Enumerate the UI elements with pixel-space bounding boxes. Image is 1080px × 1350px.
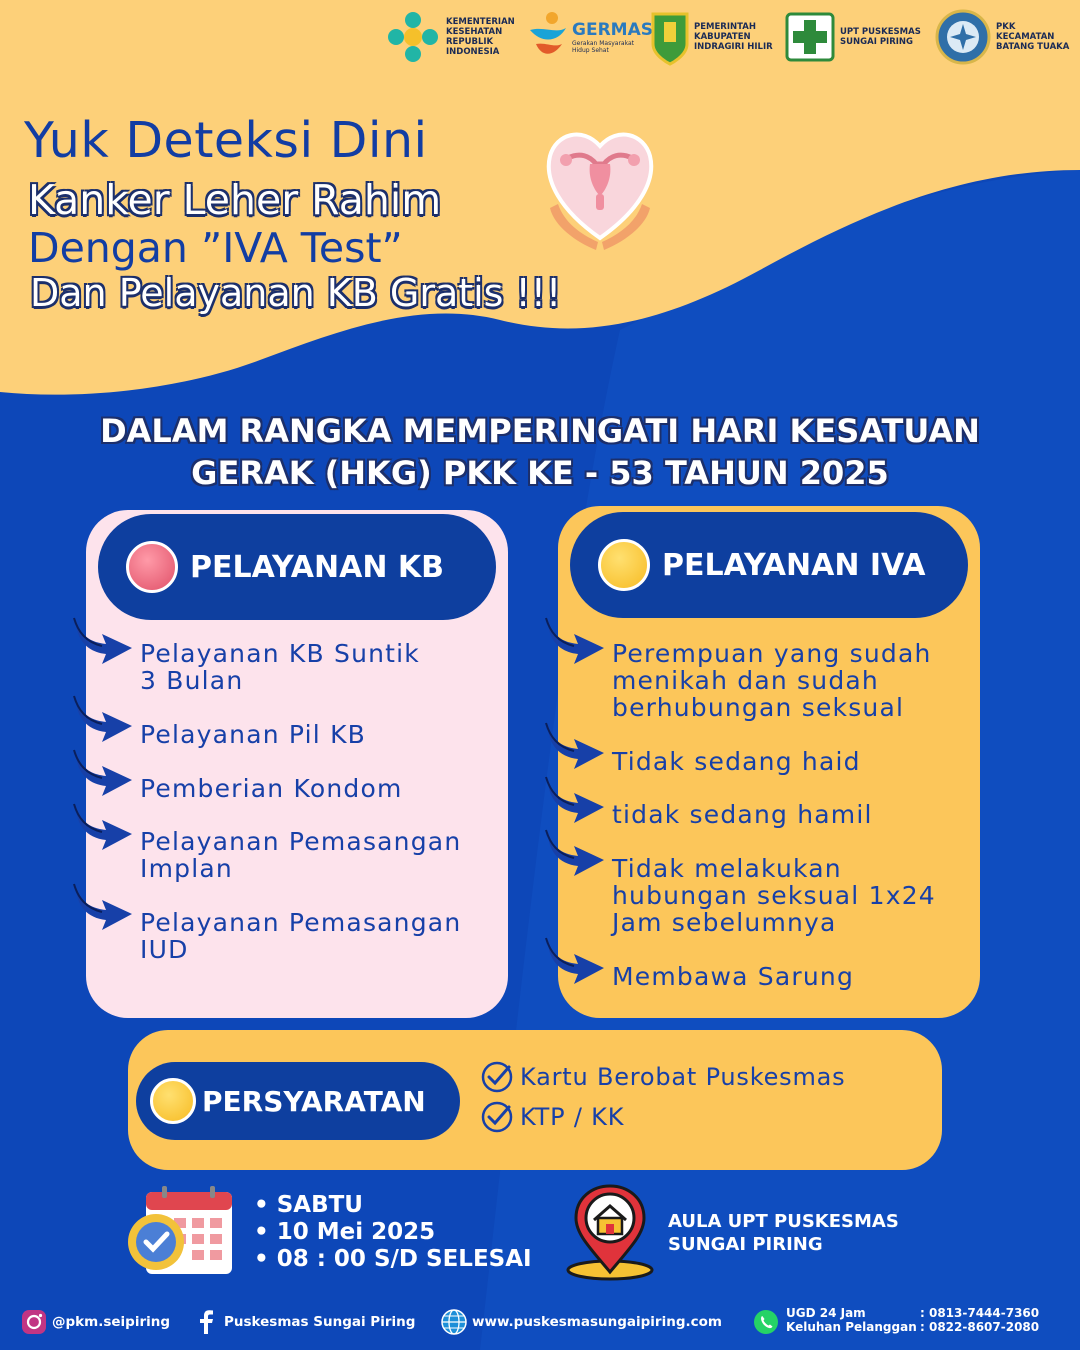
contact-number-ugd: : 0813-7444-7360 — [920, 1306, 1040, 1320]
website-link[interactable] — [440, 1308, 722, 1336]
arrow-icon — [544, 936, 606, 986]
kb-item: Pelayanan KB Suntik 3 Bulan — [140, 639, 420, 695]
contact-label-ugd: UGD 24 Jam — [786, 1306, 866, 1320]
arrow-icon — [72, 882, 134, 932]
pink-dot-icon — [126, 541, 178, 593]
pkk-emblem-icon — [934, 8, 992, 66]
title-line-4: Dan Pelayanan KB Gratis !!! — [30, 271, 562, 315]
requirement-item — [480, 1100, 624, 1134]
title-line-2: Kanker Leher Rahim — [28, 176, 442, 224]
requirements-card — [128, 1030, 942, 1170]
arrow-icon — [544, 616, 606, 666]
kb-item: Pelayanan Pemasangan IUD — [140, 908, 462, 964]
pemkab-logo: PEMERINTAH KABUPATEN INDRAGIRI HILIR — [650, 6, 773, 68]
instagram-handle: @pkm.seipiring — [52, 1314, 171, 1330]
check-circle-icon — [480, 1100, 514, 1134]
yellow-dot-icon — [150, 1078, 196, 1124]
requirement-item — [480, 1060, 845, 1094]
iva-item: Membawa Sarung — [612, 962, 855, 991]
whatsapp-icon — [752, 1308, 780, 1336]
iva-item: Perempuan yang sudah menikah dan sudah berhubungan seksual — [612, 639, 932, 722]
iva-heading-pill — [570, 512, 968, 618]
kb-heading-pill — [98, 514, 496, 620]
facebook-icon — [192, 1308, 220, 1336]
event-schedule — [254, 1192, 532, 1273]
kemenkes-logo: KEMENTERIAN KESEHATAN REPUBLIK INDONESIA — [384, 6, 515, 68]
footer — [0, 1300, 1080, 1344]
location-line-1: AULA UPT PUSKESMAS — [668, 1211, 899, 1232]
partner-logos — [380, 6, 1080, 68]
kb-item: Pemberian Kondom — [140, 774, 403, 803]
instagram-link[interactable] — [20, 1308, 170, 1336]
iva-item: Tidak sedang haid — [612, 747, 861, 776]
germas-icon — [526, 8, 570, 66]
contact-number-complaint: : 0822-8607-2080 — [920, 1320, 1040, 1334]
facebook-link[interactable] — [192, 1308, 415, 1336]
contact-labels — [786, 1306, 917, 1334]
arrow-icon — [72, 694, 134, 744]
iva-item: Tidak melakukan hubungan seksual 1x24 Jam sebelumnya — [612, 854, 936, 937]
event-day: • SABTU — [254, 1192, 363, 1218]
germas-logo: GERMAS Gerakan Masyarakat Hidup Sehat — [526, 6, 653, 68]
kb-item: Pelayanan Pemasangan Implan — [140, 827, 462, 883]
arrow-icon — [544, 721, 606, 771]
title-line-1: Yuk Deteksi Dini — [24, 112, 428, 169]
pemkab-shield-icon — [650, 8, 690, 66]
pkk-logo: PKK KECAMATAN BATANG TUAKA — [934, 6, 1069, 68]
event-date: • 10 Mei 2025 — [254, 1219, 436, 1245]
contact-numbers — [920, 1306, 1039, 1334]
arrow-icon — [544, 775, 606, 825]
puskesmas-cross-icon — [784, 8, 836, 66]
contact-label-complaint: Keluhan Pelanggan — [786, 1320, 917, 1334]
location-pin-icon — [560, 1182, 660, 1282]
event-time: • 08 : 00 S/D SELESAI — [254, 1246, 532, 1272]
kb-item: Pelayanan Pil KB — [140, 720, 367, 749]
check-circle-icon — [480, 1060, 514, 1094]
event-location — [668, 1210, 899, 1256]
instagram-icon — [20, 1308, 48, 1336]
arrow-icon — [72, 748, 134, 798]
subtitle-line-1: DALAM RANGKA MEMPERINGATI HARI KESATUAN — [100, 412, 980, 450]
location-line-2: SUNGAI PIRING — [668, 1234, 823, 1255]
title-line-3: Dengan ”IVA Test” — [28, 224, 403, 272]
kemenkes-icon — [384, 8, 442, 66]
yellow-dot-icon — [598, 539, 650, 591]
arrow-icon — [72, 616, 134, 666]
event-subtitle — [0, 410, 1080, 494]
uterus-heart-icon — [540, 118, 660, 258]
globe-icon — [440, 1308, 468, 1336]
kb-heading: PELAYANAN KB — [190, 549, 445, 585]
requirement-text: Kartu Berobat Puskesmas — [520, 1063, 846, 1091]
requirements-heading: PERSYARATAN — [202, 1084, 426, 1118]
puskesmas-logo: UPT PUSKESMAS SUNGAI PIRING — [784, 6, 921, 68]
website-url: www.puskesmasungaipiring.com — [472, 1314, 722, 1330]
facebook-page: Puskesmas Sungai Piring — [224, 1314, 416, 1330]
arrow-icon — [544, 828, 606, 878]
requirements-heading-pill — [136, 1062, 460, 1140]
iva-item: tidak sedang hamil — [612, 800, 873, 829]
iva-heading: PELAYANAN IVA — [662, 547, 926, 583]
calendar-icon — [126, 1186, 236, 1278]
requirement-text: KTP / KK — [520, 1103, 625, 1131]
arrow-icon — [72, 802, 134, 852]
subtitle-line-2: GERAK (HKG) PKK KE - 53 TAHUN 2025 — [191, 454, 889, 492]
